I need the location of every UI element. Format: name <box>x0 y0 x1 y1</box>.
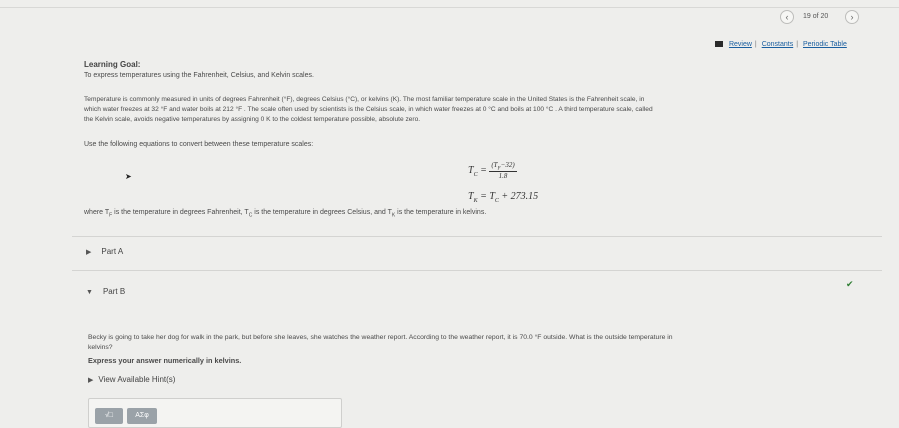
review-link[interactable]: Review <box>728 41 752 48</box>
part-b-instruction: Express your answer numerically in kelvins. <box>88 356 242 365</box>
divider-1 <box>72 236 882 237</box>
resource-links: Review | Constants | Periodic Table <box>715 41 847 48</box>
intro-line-3: the Kelvin scale, avoids negative temperatures by assigning 0 K to the coldest temperature possible, absolute zero. <box>84 116 421 123</box>
periodic-table-link[interactable]: Periodic Table <box>803 41 847 48</box>
next-page-button[interactable] <box>845 10 859 24</box>
part-b-question-line-2: kelvins? <box>88 344 113 351</box>
constants-link[interactable]: Constants <box>761 41 794 48</box>
checkmark-icon: ✔ <box>846 279 854 289</box>
equation-kelvin: $T_K = T_C + 273.15$ <box>468 191 539 204</box>
caret-down-icon: ▼ <box>86 289 93 296</box>
divider-2 <box>72 270 882 271</box>
part-b-question-line-1: Becky is going to take her dog for walk in the park, but before she leaves, she watches the weather report. According to the weather report, it is 70.0 °F outside. What is the outside temperature in <box>88 334 673 341</box>
top-divider <box>0 7 899 8</box>
prev-page-button[interactable] <box>780 10 794 24</box>
chevron-right-icon: › <box>850 12 854 22</box>
view-hints-toggle[interactable]: ▶ View Available Hint(s) <box>88 375 176 384</box>
caret-right-icon: ▶ <box>86 249 92 256</box>
review-icon <box>715 41 723 47</box>
variable-definitions: where $T_F$ is the temperature in degrees Fahrenheit, $T_C$ is the temperature in degrees Celsius, and $T_K$ is the temperature in kelvins. <box>84 209 487 219</box>
math-template-button[interactable]: √□ <box>95 408 123 424</box>
greek-symbols-button[interactable]: ΑΣφ <box>127 408 157 424</box>
part-b-toggle[interactable]: ▼ Part B <box>86 287 126 296</box>
intro-line-1: Temperature is commonly measured in units of degrees Fahrenheit (°F), degrees Celsius (°C), or kelvins (K). The most familiar temperature scale in the United States is the Fahrenheit scale, in <box>84 96 645 103</box>
part-a-toggle[interactable]: ▶ Part A <box>86 247 124 256</box>
learning-goal-text: To express temperatures using the Fahrenheit, Celsius, and Kelvin scales. <box>84 72 314 79</box>
answer-box <box>88 398 342 428</box>
intro-line-2: which water freezes at 32 °F and water boils at 212 °F . The scale often used by scientists is the Celsius scale, in which water freezes at 0 °C and boils at 100 °C . A third temperature scale, called <box>84 106 653 113</box>
cursor-icon: ➤ <box>125 172 132 181</box>
learning-goal-title: Learning Goal: <box>84 60 141 69</box>
equation-celsius: $T_C$ = $\frac{(T_F-32)}{1.8}$ <box>468 161 515 181</box>
equations-intro: Use the following equations to convert between these temperature scales: <box>84 141 314 148</box>
chevron-left-icon: ‹ <box>785 12 789 22</box>
page-count: 19 of 20 <box>803 13 829 20</box>
caret-right-icon: ▶ <box>88 377 94 384</box>
